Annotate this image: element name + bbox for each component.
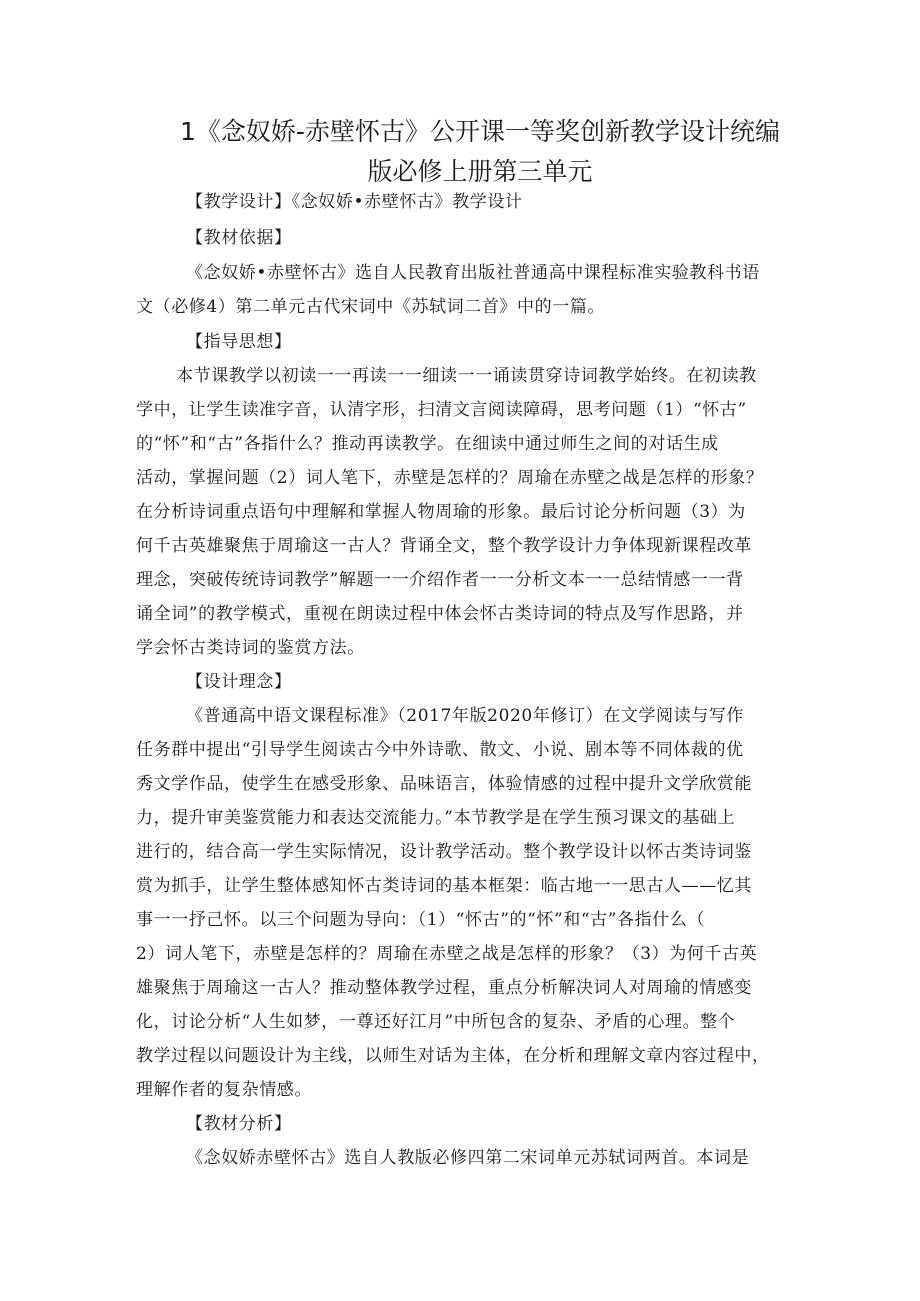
paragraph-line: 赏为抓手，让学生整体感知怀古类诗词的基本框架：临古地一一思古人——忆其	[136, 876, 752, 896]
paragraph-line: 2）词人笔下，赤壁是怎样的？周瑜在赤壁之战是怎样的形象？（3）为何千古英	[136, 944, 758, 964]
paragraph-line: 《普通高中语文课程标准》（2017年版2020年修订）在文学阅读与写作	[186, 706, 745, 726]
paragraph-line: 何千古英雄聚焦于周瑜这一古人？背诵全文，整个教学设计力争体现新课程改革	[136, 536, 752, 556]
document-title	[150, 112, 810, 192]
paragraph-line: 在分析诗词重点语句中理解和掌握人物周瑜的形象。最后讨论分析问题（3）为	[136, 502, 746, 522]
paragraph-line: 学中，让学生读准字音，认清字形，扫清文言阅读障碍，思考问题（1）“怀古”	[136, 400, 747, 420]
paragraph-line: 教学过程以问题设计为主线，以师生对话为主体，在分析和理解文章内容过程中，	[136, 1046, 770, 1066]
title-line-1: 1《念奴娇-赤壁怀古》公开课一等奖创新教学设计统编	[180, 117, 780, 146]
paragraph-line: 本节课教学以初读一一再读一一细读一一诵读贯穿诗词教学始终。在初读教	[176, 366, 757, 386]
paragraph-line: 《念奴娇•赤壁怀古》选自人民教育出版社普通高中课程标准实验教科书语	[186, 263, 760, 283]
title-line-2: 版必修上册第三单元	[367, 157, 593, 186]
paragraph-line: 进行的，结合高一学生实际情况，设计教学活动。整个教学设计以怀古类诗词鉴	[136, 842, 752, 862]
paragraph-line: 力，提升审美鉴赏能力和表达交流能力。”本节教学是在学生预习课文的基础上	[136, 808, 736, 828]
section-heading-design-concept: 【设计理念】	[186, 672, 292, 692]
paragraph-line: 化，讨论分析“人生如梦，一尊还好江月”中所包含的复杂、矛盾的心理。整个	[136, 1012, 736, 1032]
paragraph-line: 任务群中提出“引导学生阅读古今中外诗歌、散文、小说、剧本等不同体裁的优	[136, 740, 744, 760]
paragraph-line: 雄聚焦于周瑜这一古人？推动整体教学过程，重点分析解决词人对周瑜的情感变	[136, 978, 752, 998]
section-heading-teaching-design: 【教学设计】《念奴娇•赤壁怀古》教学设计	[186, 192, 523, 212]
section-heading-material-analysis: 【教材分析】	[186, 1114, 292, 1134]
paragraph-line: 秀文学作品，使学生在感受形象、品味语言，体验情感的过程中提升文学欣赏能	[136, 774, 752, 794]
paragraph-line: 文（必修4）第二单元古代宋词中《苏轼词二首》中的一篇。	[136, 297, 606, 317]
paragraph-line: 事一一抒己怀。以三个问题为导向：（1）“怀古”的“怀”和“古”各指什么（	[136, 910, 706, 930]
section-heading-guiding-thought: 【指导思想】	[186, 332, 292, 352]
section-heading-material-basis: 【教材依据】	[186, 228, 292, 248]
paragraph-line: 理念，突破传统诗词教学”解题一一介绍作者一一分析文本一一总结情感一一背	[136, 570, 744, 590]
paragraph-line: 理解作者的复杂情感。	[136, 1080, 312, 1100]
paragraph-line: 诵全词”的教学模式，重视在朗读过程中体会怀古类诗词的特点及写作思路，并	[136, 604, 744, 624]
paragraph-line: 活动，掌握问题（2）词人笔下，赤壁是怎样的？周瑜在赤壁之战是怎样的形象？	[136, 468, 764, 488]
paragraph-line: 《念奴娇赤壁怀古》选自人教版必修四第二宋词单元苏轼词两首。本词是	[186, 1148, 750, 1168]
paragraph-line: 的“怀”和“古”各指什么？推动再读教学。在细读中通过师生之间的对话生成	[136, 434, 719, 454]
paragraph-line: 学会怀古类诗词的鉴赏方法。	[136, 638, 365, 658]
